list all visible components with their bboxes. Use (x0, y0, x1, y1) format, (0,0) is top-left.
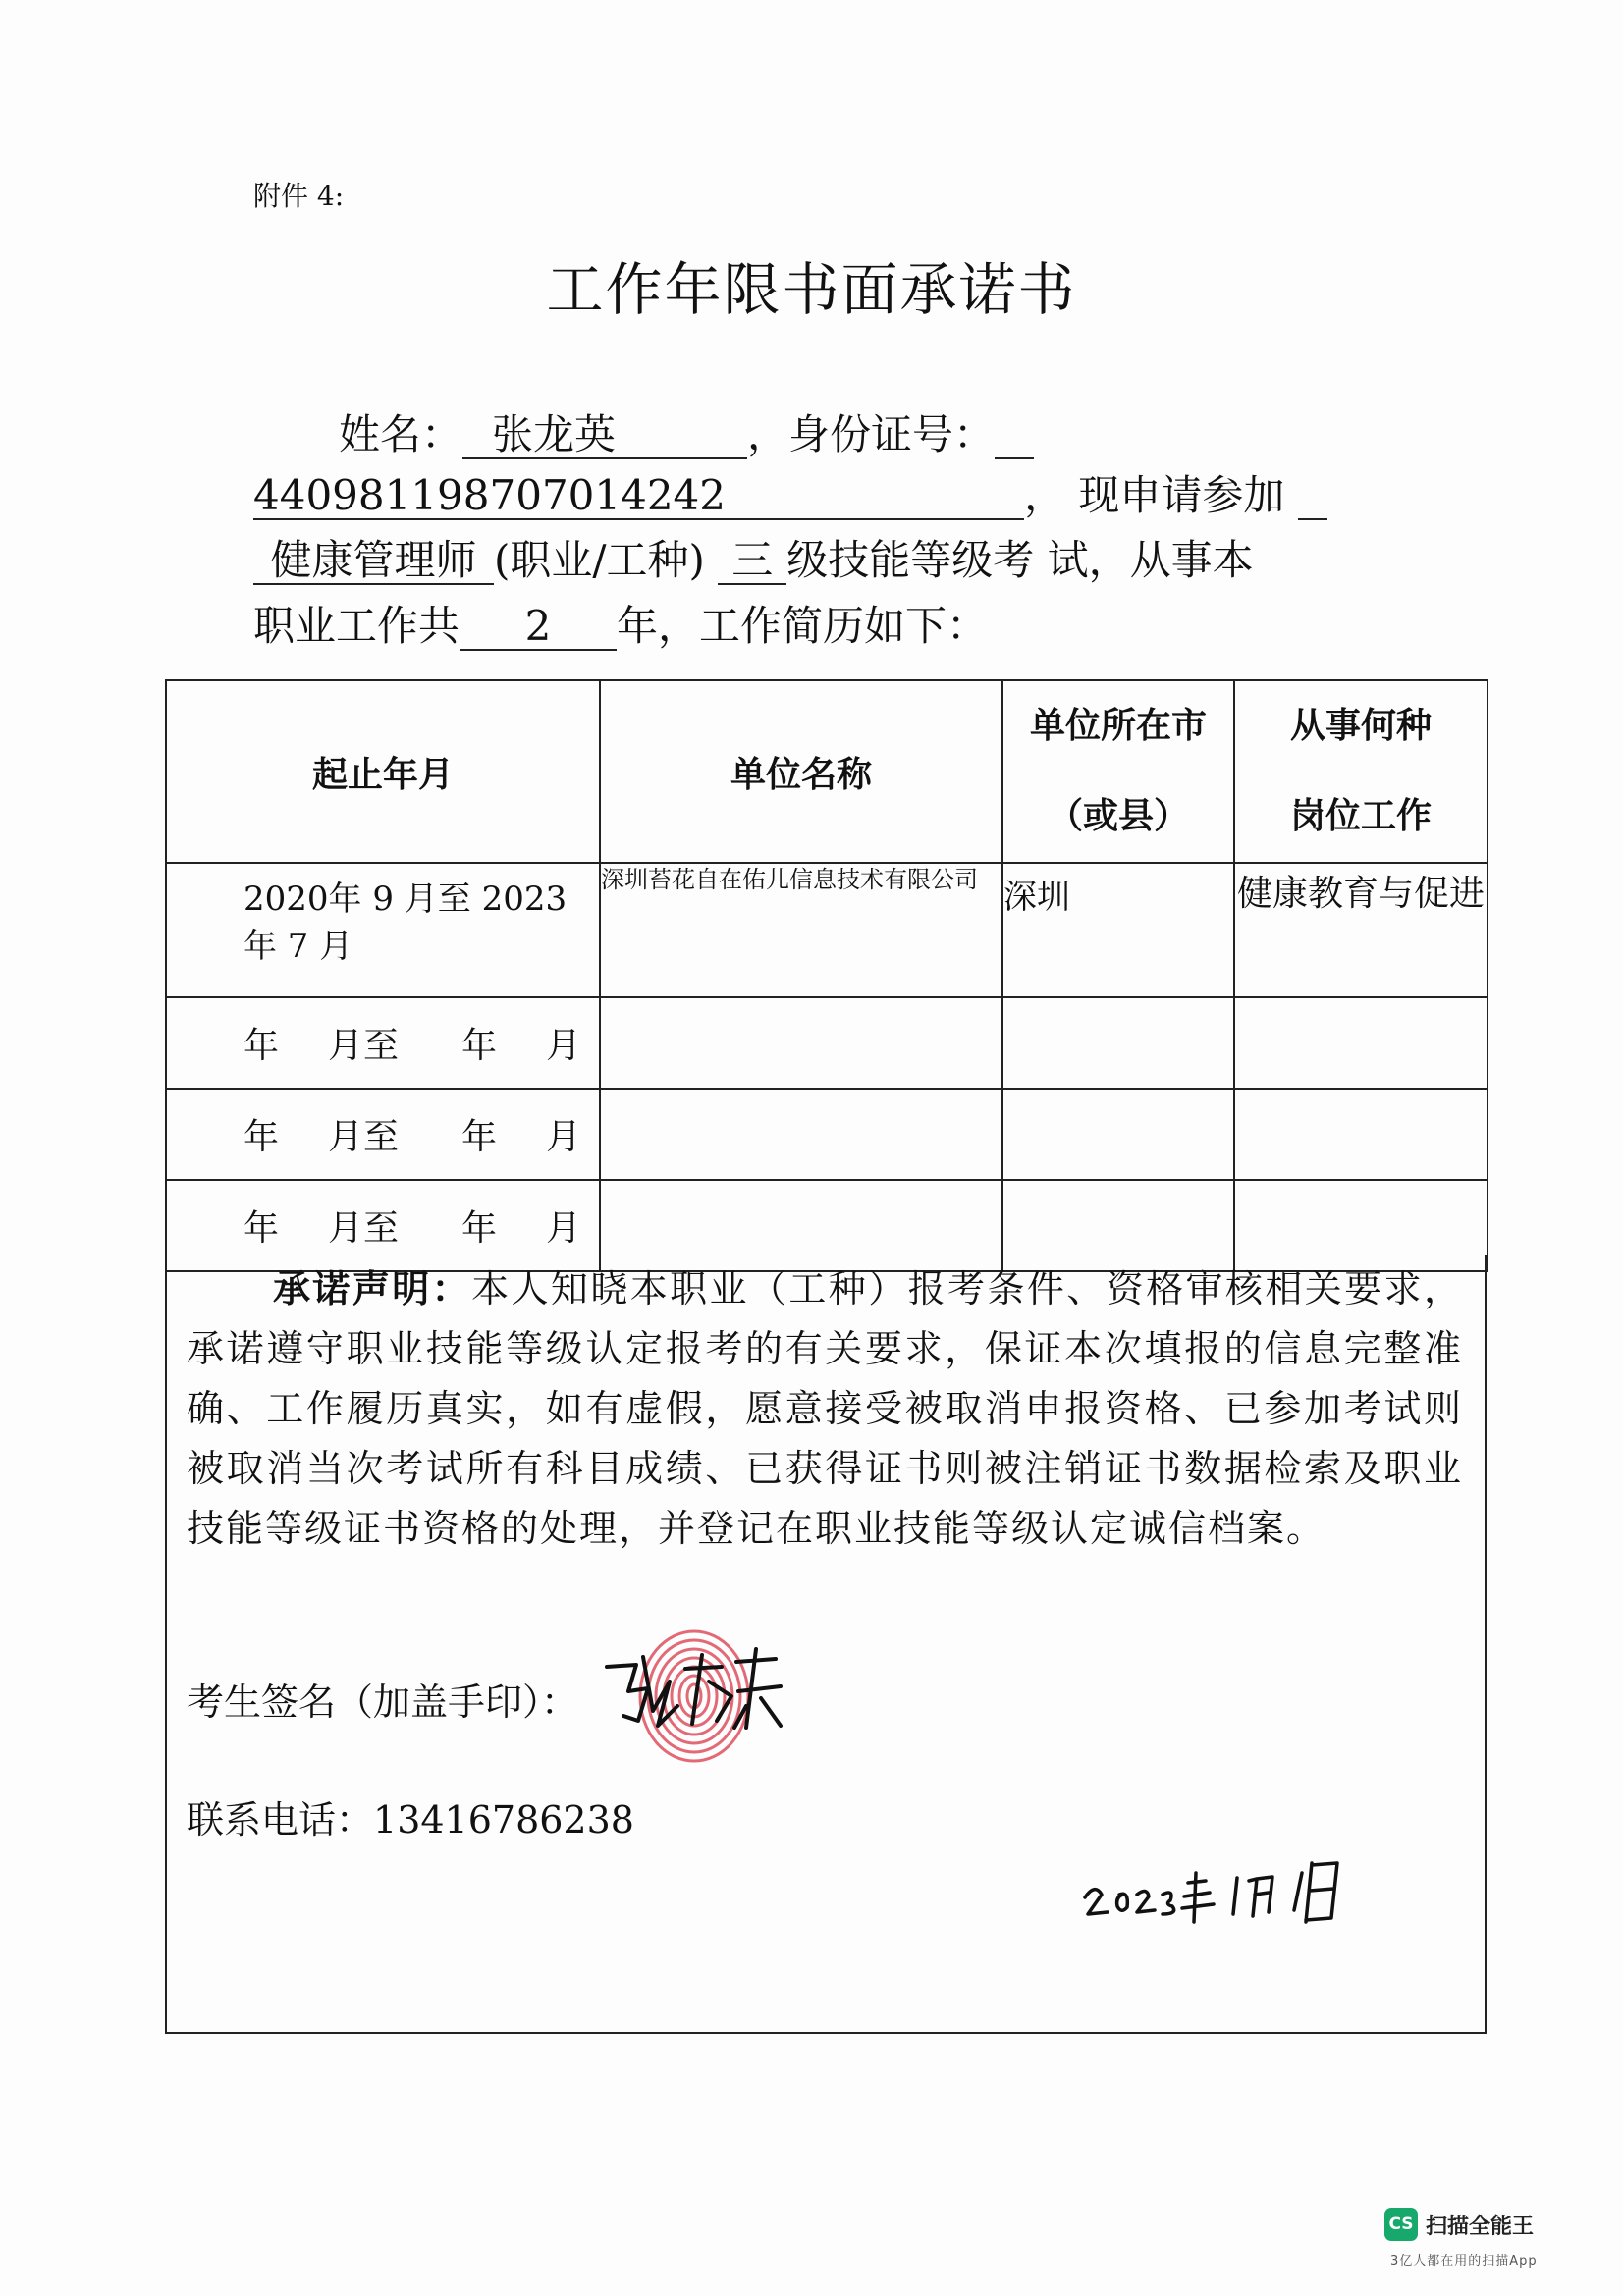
level-suffix: 级技能等级考 试，从事本 (786, 536, 1254, 584)
city-cell (1002, 1089, 1234, 1180)
work-history-table (165, 679, 1488, 1272)
month-to-label: 月至 (328, 1026, 400, 1066)
table-header-row (166, 680, 1488, 863)
attachment-label: 附件 4: (253, 180, 345, 212)
name-label: 姓名： (339, 410, 463, 458)
post-cell: 健康教育与促进 (1234, 863, 1488, 997)
header-company: 单位名称 (600, 680, 1002, 863)
phone-line (187, 1789, 634, 1843)
level-field: 三 (718, 538, 786, 585)
period-cell (166, 863, 600, 997)
id-label: ，身份证号： (747, 410, 996, 458)
year-label: 年 (461, 1117, 498, 1157)
scanner-logo-icon: CS (1384, 2208, 1418, 2241)
month-label: 月 (546, 1117, 582, 1157)
declaration-body: 本人知晓本职业（工种）报考条件、资格审核相关要求，承诺遵守职业技能等级认定报考的有关要求，保证本次填报的信息完整准确、工作履历真实，如有虚假，愿意接受被取消申报资格、已参加考试则被取消当次考试所有科目成绩、已获得证书则被注销证书数据检索及职业技能等级证书资格的处理，并登记在职业技能等级认定诚信档案。 (187, 1267, 1463, 1550)
company-cell: 深圳苔花自在佑儿信息技术有限公司 (600, 863, 1002, 997)
declaration-text (187, 1259, 1463, 1559)
handwritten-date (1080, 1853, 1355, 1927)
post-cell (1234, 1089, 1488, 1180)
table-row (166, 1089, 1488, 1180)
year-label: 年 (461, 1026, 498, 1066)
scanner-tagline: 3亿人都在用的扫描App (1390, 2254, 1538, 2269)
header-post-line1: 从事何种 (1289, 706, 1432, 746)
scanner-app-name: 扫描全能王 (1426, 2214, 1535, 2239)
id-number-field: 440981198707014242 (253, 473, 1024, 520)
occupation-suffix: (职业/工种) (494, 536, 705, 584)
table-row (166, 863, 1488, 997)
month-to-label: 月至 (328, 1117, 400, 1157)
header-city-line1: 单位所在市 (1029, 706, 1207, 746)
city-cell (1002, 997, 1234, 1089)
company-cell (600, 997, 1002, 1089)
post-cell (1234, 997, 1488, 1089)
handwritten-signature (599, 1637, 785, 1735)
year-label: 年 (461, 1208, 498, 1249)
city-cell: 深圳 (1002, 863, 1234, 997)
period-cell (166, 1089, 600, 1180)
month-label: 月 (546, 1208, 582, 1249)
company-cell (600, 1089, 1002, 1180)
month-label: 月 (546, 1026, 582, 1066)
intro-line-3 (253, 528, 1254, 587)
declaration-heading: 承诺声明： (273, 1267, 472, 1310)
period-cell (166, 997, 600, 1089)
declaration-box (165, 1255, 1487, 2034)
intro-line-4 (253, 594, 988, 653)
occupation-field-start (1298, 473, 1327, 520)
phone-label: 联系电话： (187, 1798, 374, 1842)
header-period: 起止年月 (166, 680, 600, 863)
name-field: 张龙英 (462, 412, 747, 459)
signature-label: 考生签名（加盖手印）： (187, 1681, 579, 1724)
year-label: 年 (243, 1026, 280, 1066)
period-line2: 年 7 月 (243, 927, 353, 966)
header-city (1002, 680, 1234, 863)
header-city-line2: （或县） (1047, 796, 1189, 836)
year-label: 年 (243, 1117, 280, 1157)
header-post (1234, 680, 1488, 863)
apply-text: ， 现申请参加 (1024, 471, 1285, 519)
period-line1: 2020年 9 月至 2023 (243, 880, 568, 919)
intro-line-1 (339, 402, 1034, 461)
years-field: 2 (460, 604, 617, 651)
document-title: 工作年限书面承诺书 (546, 256, 1077, 323)
years-suffix: 年，工作简历如下： (617, 602, 989, 650)
header-post-line2: 岗位工作 (1289, 796, 1432, 836)
years-prefix: 职业工作共 (253, 602, 460, 650)
phone-value: 13416786238 (373, 1798, 634, 1842)
table-row (166, 997, 1488, 1089)
id-field-start (995, 412, 1034, 459)
month-to-label: 月至 (328, 1208, 400, 1249)
year-label: 年 (243, 1208, 280, 1249)
intro-line-2 (253, 463, 1327, 522)
occupation-field: 健康管理师 (253, 538, 494, 585)
scanner-watermark (1384, 2208, 1534, 2241)
